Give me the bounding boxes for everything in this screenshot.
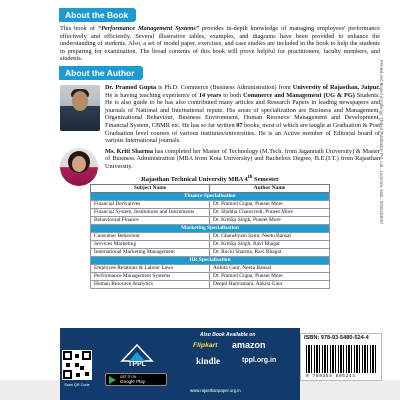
table-row: Services Marketing Dr. Kritika Singh, Ravi Bhagat [91,240,330,248]
isbn-label: ISBN: 978-93-5480-524-4 [304,335,369,341]
amazon-logo[interactable]: amazon [232,340,266,350]
subjects-table [90,184,330,289]
about-author-heading: About the Author [59,66,143,80]
about-book-text: This book of “Performance Management Systems” provides in-depth knowledge of managing employees' performance effectively and efficiently. Several illustrative tables, examples, and diagrams have been provided to enhance the understanding of students. Also, a set of model paper, exercises, and case studies are included in the book to help the students in preparing for examination. The broad contents of this book will prove helpful for practitioners, faculty members, and students. [60,25,380,63]
qr-label: Scan QR Code [64,383,90,387]
website-url[interactable]: www.rajasthanpaper.org.in [190,388,241,393]
table-title: Rajasthan Technical University MBA 4th Semester [141,173,279,183]
play-store-icon [109,376,116,384]
author-1-bio: Dr. Pramod Gupta is Ph.D. Commerce (Business Administration) from University of Rajasthan, Jaipur. He is having teaching experience of 14 years to both Commerce and Management (UG & PG) Students. He is also guide to be has also contributed many articles and Research Papers in leading newspapers and journals of National and International repute. His areas of specialization are Business and Management, Organizational Behaviour, Business Environment, Human Resource Management and Development, Financial System, CBMR etc. He has so far written 07 books, most of which are taught at Graduation & Post Graduation level courses of various institutes/universities. He is an Active member of Editorial board of various International journals. [105,83,380,145]
publisher-name: TPPL [128,361,146,368]
barcode-icon [306,345,378,373]
table-section-row: HR Specialisation [91,256,330,264]
publisher-band [60,328,300,400]
author-1-photo [60,85,100,131]
table-row: Consumer Behaviour Dr. Ghanshyam Saini, Neetu Bansal [91,232,330,240]
table-header-row [91,184,330,192]
kindle-logo[interactable]: kindle [196,356,221,366]
table-header-subject: Subject Name [91,184,210,192]
about-book-heading: About the Book [59,8,136,22]
also-available-label: Also Book Available on [200,332,256,338]
table-row: Behavioural Finance Dr. Kritika Singh, Puneet More [91,216,330,224]
table-header-author: Author Name [210,184,330,192]
tppl-url[interactable]: tppl.org.in [242,357,277,364]
table-section-row: Finance Specialisation [91,192,330,200]
table-row: Financial System, Institutions and Instruments Dr. Shobha Chaturvedi, Puneet More [91,208,330,216]
author-2-photo [60,148,98,186]
qr-code-icon [62,350,92,380]
table-row: Financial Derivatives Dr. Pramod Gupta, Puneet More [91,200,330,208]
table-row: International Marketing Management Dr. Ruchi Sharma, Ravi Bhagat [91,248,330,256]
table-section-row: Marketing Specialisation [91,224,330,232]
table-row: Human Resource Analytics Deepti Hariramani, Ankita Gaur [91,280,330,288]
flipkart-logo[interactable]: Flipkart [193,342,218,349]
table-row: Performance Management Systems Dr. Pramod Gupta, Puneet More [91,272,330,280]
table-row: Employee Relations & Labour Laws Ankita Gaur, Neetu Bansal [91,264,330,272]
author-2-block [60,148,380,171]
author-1-block [60,84,380,145]
google-play-badge[interactable]: GET IT ON Google Play [105,373,167,386]
tppl-logo-icon [120,343,154,363]
printer-note: Printed and Bound in India by: Thakur Publication Pvt. Ltd., Lucknow, Mob.: 9335183697 [379,60,384,225]
isbn-box [300,333,382,381]
author-2-bio: Ms. Kriti Sharma has completed her Master of Technology (M.Tech. from Jagannath University) & Master of Business Administration (MBA from Kota University) and Bachelors Degree, B.E.(I.T.) from Rajasthan University. [105,147,380,170]
barcode-digits: 9 789354 805244 [306,374,356,379]
